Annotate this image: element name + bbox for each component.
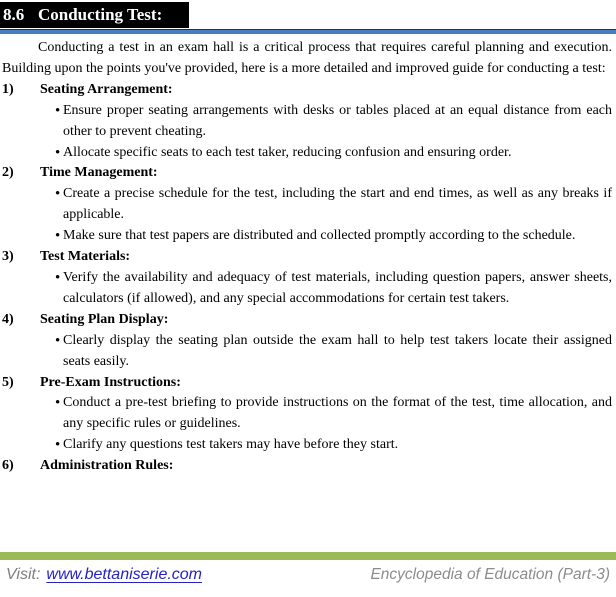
list-item-number: 4): [2, 311, 14, 327]
list-item-heading: [2, 456, 612, 477]
list-item-number: 5): [2, 374, 14, 390]
list-item-heading: [2, 373, 612, 394]
page-footer: [6, 566, 610, 584]
list-item-title: Pre-Exam Instructions:: [40, 374, 181, 390]
list-item-title: Seating Plan Display:: [40, 311, 169, 327]
section-title: Conducting Test:: [38, 5, 163, 24]
list-item-number: 1): [2, 81, 14, 97]
footer-left: [6, 566, 202, 584]
list-item-heading: [2, 310, 612, 331]
bullet-item: • Make sure that test papers are distributed and collected promptly according to the schedule.: [63, 226, 612, 247]
section-number: 8.6: [3, 5, 25, 24]
list-item-number: 6): [2, 458, 14, 474]
list-item-title: Time Management:: [40, 165, 158, 181]
bullet-item: • Conduct a pre-test briefing to provide instructions on the format of the test, time allocation, and any specific rules or guidelines.: [63, 393, 612, 435]
list-item-title: Test Materials:: [40, 249, 131, 265]
heading-rule: [0, 29, 616, 34]
list-item-title: Administration Rules:: [40, 458, 174, 474]
bullet-item: • Clearly display the seating plan outside the exam hall to help test takers locate their assigned seats easily.: [63, 331, 612, 373]
bullet-item: • Ensure proper seating arrangements with desks or tables placed at an equal distance from each other to prevent cheating.: [63, 101, 612, 143]
bullet-item: • Allocate specific seats to each test taker, reducing confusion and ensuring order.: [63, 143, 612, 164]
list-item-number: 3): [2, 249, 14, 265]
visit-label: Visit:: [6, 566, 41, 583]
list-item-heading: [2, 247, 612, 268]
list-item-heading: [2, 163, 612, 184]
list-item-number: 2): [2, 165, 14, 181]
list-item-title: Seating Arrangement:: [40, 81, 173, 97]
list-item-heading: [2, 80, 612, 101]
footer-rule: [0, 552, 616, 560]
intro-paragraph: Conducting a test in an exam hall is a critical process that requires careful planning and execution. Building upon the points you've provided, here is a more detailed and improved guide for conducting a test:: [2, 40, 612, 76]
bullet-item: • Create a precise schedule for the test, including the start and end times, as well as any breaks if applicable.: [63, 184, 612, 226]
bullet-item: • Verify the availability and adequacy of test materials, including question papers, answer sheets, calculators (if allowed), and any special accommodations for certain test takers.: [63, 268, 612, 310]
footer-book-title: Encyclopedia of Education (Part-3): [370, 566, 610, 583]
bullet-item: • Clarify any questions test takers may have before they start.: [63, 435, 612, 456]
website-link[interactable]: www.bettaniserie.com: [46, 566, 203, 583]
body-content: [2, 38, 612, 477]
section-heading: [0, 2, 189, 28]
